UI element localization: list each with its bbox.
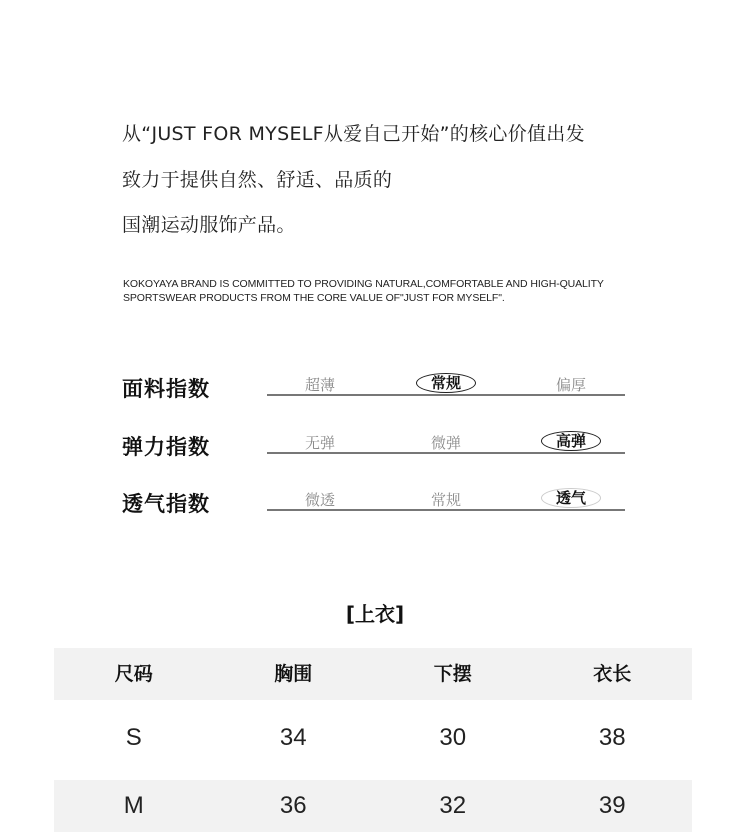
index-row-breathability — [0, 485, 750, 525]
intro-line-3: 国潮运动服饰产品。 — [122, 214, 296, 236]
table-row — [54, 780, 692, 832]
size-table — [54, 648, 692, 832]
index-option-selected: 高弹 — [526, 431, 616, 451]
index-option: 偏厚 — [555, 376, 586, 394]
cell-size: S — [125, 724, 142, 751]
cell-hem: 30 — [439, 724, 467, 751]
index-option: 常规 — [430, 491, 461, 509]
header-chest: 胸围 — [274, 663, 313, 685]
index-option-selected: 常规 — [401, 373, 491, 393]
cell-length: 38 — [598, 724, 626, 751]
index-label: 面料指数 — [122, 377, 210, 401]
english-line-1: KOKOYAYA BRAND IS COMMITTED TO PROVIDING NATURAL,COMFORTABLE AND HIGH-QUALITY — [123, 278, 604, 290]
index-scale-line — [267, 509, 625, 511]
table-header-row — [54, 648, 692, 700]
index-scale-line — [267, 452, 625, 454]
header-length: 衣长 — [593, 663, 632, 685]
english-statement — [123, 277, 643, 305]
index-row-fabric — [0, 370, 750, 410]
index-option-selected: 透气 — [526, 488, 616, 508]
header-size: 尺码 — [114, 663, 153, 685]
english-line-2: SPORTSWEAR PRODUCTS FROM THE CORE VALUE OF"JUST FOR MYSELF". — [123, 292, 505, 304]
cell-size: M — [123, 792, 144, 819]
index-scale-line — [267, 394, 625, 396]
table-row — [54, 700, 692, 780]
index-option: 超薄 — [304, 376, 335, 394]
index-label: 透气指数 — [122, 492, 210, 516]
intro-line-2: 致力于提供自然、舒适、品质的 — [122, 169, 393, 191]
cell-hem: 32 — [439, 792, 467, 819]
intro-line-1: 从“JUST FOR MYSELF从爱自己开始”的核心价值出发 — [122, 123, 585, 145]
index-option: 微弹 — [430, 434, 461, 452]
index-option: 微透 — [304, 491, 335, 509]
cell-length: 39 — [598, 792, 626, 819]
header-hem: 下摆 — [433, 663, 472, 685]
index-label: 弹力指数 — [122, 435, 210, 459]
index-option: 无弹 — [304, 434, 335, 452]
cell-chest: 36 — [279, 792, 307, 819]
size-section-title: [上衣] — [345, 602, 405, 626]
index-row-stretch — [0, 428, 750, 468]
cell-chest: 34 — [279, 724, 307, 751]
